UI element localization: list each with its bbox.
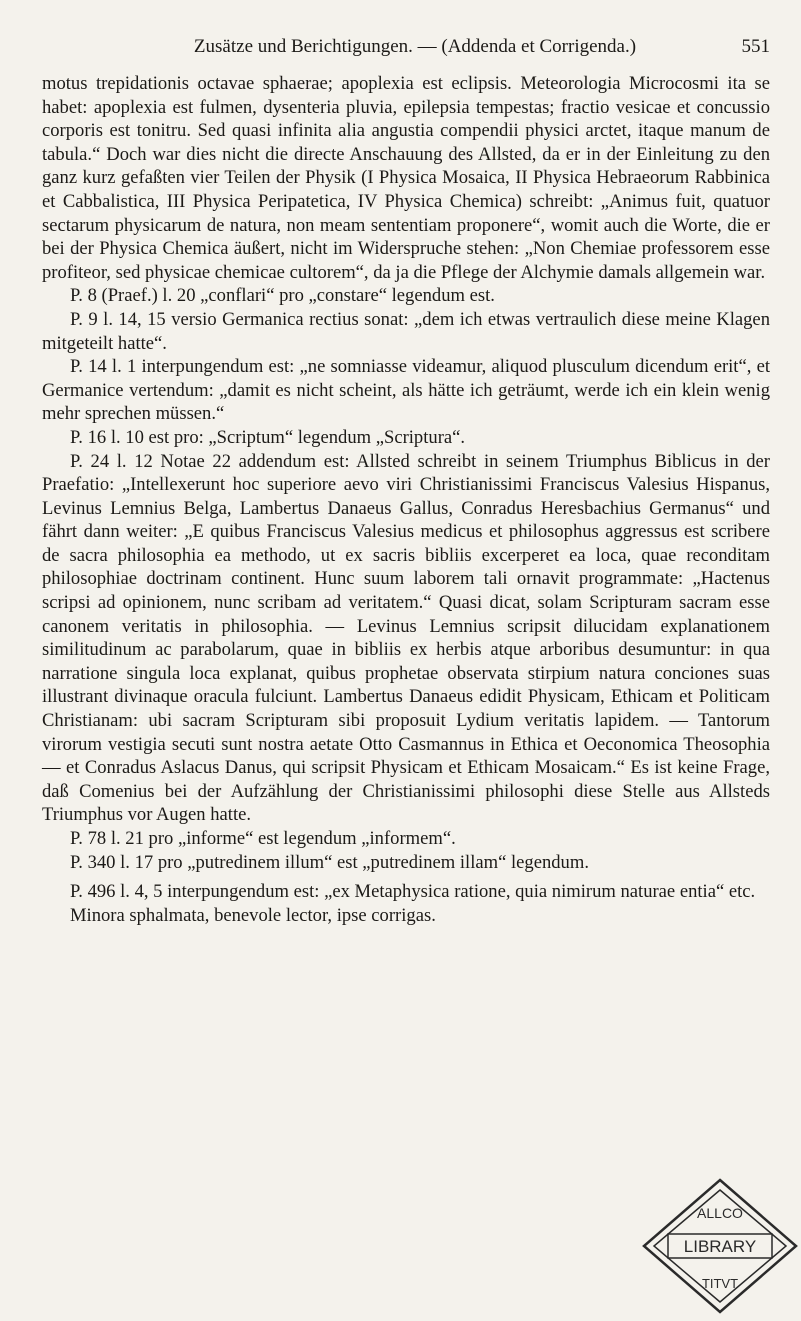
svg-text:LIBRARY: LIBRARY — [683, 1237, 757, 1256]
library-stamp — [640, 1176, 800, 1316]
paragraph: P. 8 (Praef.) l. 20 „conflari“ pro „constare“ legendum est. — [70, 285, 495, 307]
paragraph: P. 9 l. 14, 15 versio Germanica rectius sonat: „dem ich etwas vertraulich diese meine Klagen mitgeteilt hatte“. — [42, 308, 770, 354]
paragraph: P. 340 l. 17 pro „putredinem illum“ est „putredinem illam“ legendum. — [70, 851, 589, 873]
paragraph: P. 496 l. 4, 5 interpungendum est: „ex Metaphysica ratione, quia nimirum naturae entia“ etc. — [70, 881, 756, 903]
running-header — [60, 36, 770, 62]
paragraph: P. 78 l. 21 pro „informe“ est legendum „informem“. — [70, 828, 456, 849]
page-number: 551 — [741, 36, 770, 57]
svg-text:ALLCO: ALLCO — [697, 1205, 743, 1221]
paragraph: P. 14 l. 1 interpungendum est: „ne somniasse videamur, aliquod plusculum dicendum erit“, et Germanice vertendum: „damit es nicht scheint, als hätte ich geträumt, werde ich ein klein wenig mehr sprechen müssen.“ — [42, 356, 770, 425]
closing-line: Minora sphalmata, benevole lector, ipse corrigas. — [70, 904, 436, 926]
paragraph: P. 16 l. 10 est pro: „Scriptum“ legendum „Scriptura“. — [70, 426, 466, 448]
page-body — [42, 72, 770, 927]
library-stamp-icon — [640, 1176, 800, 1316]
paragraph: motus trepidationis octavae sphaerae; apoplexia est eclipsis. Meteorologia Microcosmi ita se habet: apoplexia est fulmen, dysenteria pluvia, epilepsia tempestas; fractio vesicae et concussio corporis est tonitru. Sed quasi infinita alia angustia compendii physici arctet, itaque manum de tabula.“ Doch war dies nicht die directe Anschauung des Allsted, da er in der Einleitung zu den ganz kurz gefaßten vier Teilen der Physik (I Physica Mosaica, II Physica Hebraeorum Rabbinica et Cabbalistica, III Physica Peripatetica, IV Physica Chemica) schreibt: „Animus fuit, quatuor sectarum physicarum de natura, non meam sententiam proponere“, womit auch die Worte, die er bei der Physica Chemica äußert, nicht im Widerspruche stehen: „Non Chemiae professorem esse profiteor, sed physicae chemicae cultorem“, da ja die Pflege der Alchymie damals allgemein war. — [42, 73, 770, 283]
svg-text:TITVT: TITVT — [701, 1276, 739, 1291]
header-title: Zusätze und Berichtigungen. — (Addenda et Corrigenda.) — [193, 36, 637, 57]
paragraph: P. 24 l. 12 Notae 22 addendum est: Allsted schreibt in seinem Triumphus Biblicus in der Praefatio: „Intellexerunt hoc superiore aevo viri Christianissimi Franciscus Valesius Hispanus, Levinus Lemnius Belga, Lambertus Danaeus Gallus, Conradus Heresbachius Germanus“ und fährt dann weiter: „E quibus Franciscus Valesius medicus et philosophus aggressus est scribere de sacra philosophia ea methodo, ut ex sacris bibliis excerperet ea loca, quae reconditam philosophiae doctrinam continent. Hunc suum laborem tali ornavit programmate: „Hactenus scripsi ad opinionem, nunc scribam ad veritatem.“ Quasi dicat, solam Scripturam sacram esse canonem veritatis in philosophia. — Levinus Lemnius scripsit dilucidam explanationem similitudinum ac parabolarum, quae in bibliis ex herbis atque arboribus desumuntur: in qua narratione singula loca explanat, quibus prophetae observata stirpium natura conciones suas illustrant divinaque oracula fulciunt. Lambertus Danaeus edidit Physicam, Ethicam et Politicam Christianam: ubi sacram Scripturam sibi proposuit Lydium veritatis lapidem. — Tantorum virorum vestigia secuti sunt nostra aetate Otto Casmannus in Ethica et Oeconomica Theosophia — et Conradus Aslacus Danus, qui scripsit Physicam et Ethicam Mosaicam.“ Es ist keine Frage, daß Comenius bei der Aufzählung der Christianissimi philosophi diese Stelle aus Allsteds Triumphus vor Augen hatte. — [42, 450, 770, 826]
